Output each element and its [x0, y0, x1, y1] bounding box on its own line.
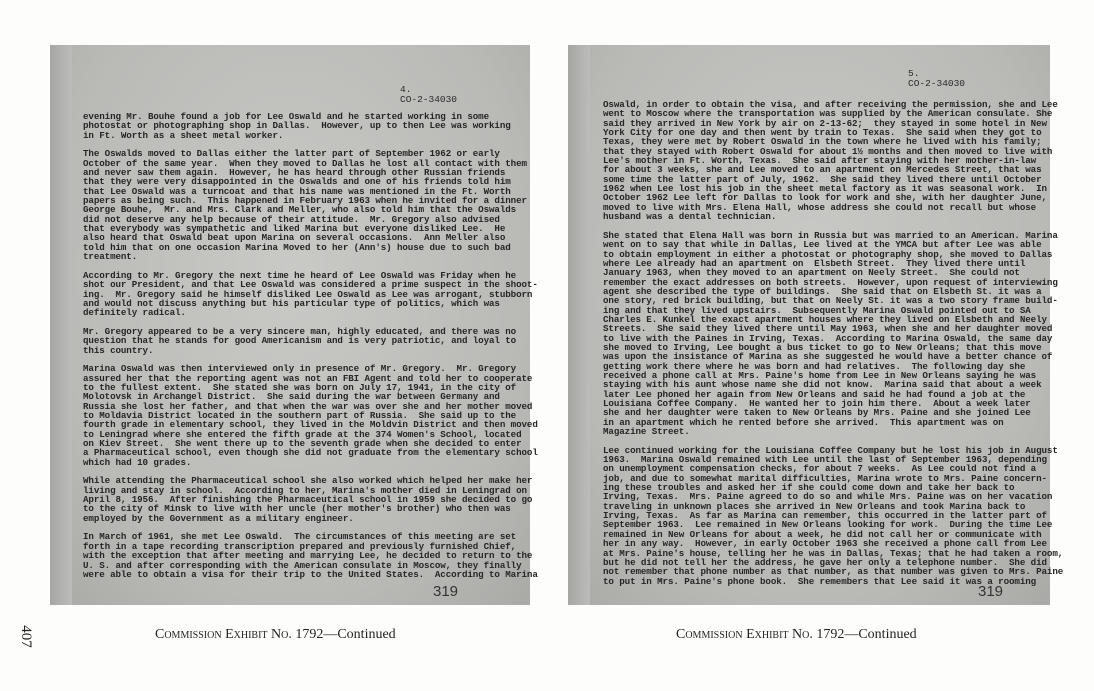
caption-left: [155, 627, 396, 643]
text-line: went on to say that while in Dallas, Lee lived at the YMCA but after Lee was able: [603, 239, 1042, 251]
text-line: January 1963, when they moved to an apartment on Neely Street. She could not: [603, 267, 1020, 279]
page-marker: 5.: [908, 68, 920, 79]
paragraph: [83, 271, 538, 318]
page-body: [603, 100, 1063, 595]
text-line: staying with his aunt whose name she did not know. Marina said that about a week: [603, 379, 1042, 391]
text-line: 1963. Marina Oswald remained with Lee until the last of September 1963, depending: [603, 454, 1047, 466]
text-line: October 1962 Lee left for Dallas to look for work and she, with her daughter June,: [603, 192, 1047, 204]
scan-edge: [50, 45, 72, 605]
text-line: ing and that they lived upstairs. Subsequently Marina Oswald pointed out to SA: [603, 304, 1031, 316]
text-line: and would not discuss anything but his particular type of politics, which was: [83, 297, 500, 309]
paragraph: [83, 112, 538, 140]
text-line: remained in New Orleans for about a week, he did not call her or communicate with: [603, 528, 1042, 540]
text-line: Lee continued working for the Louisiana Coffee Company but he lost his job in August: [603, 444, 1058, 456]
text-line: and never saw them again. However, he has heard through other Russian friends: [83, 167, 506, 179]
text-line: where Lee already had an apartment on Elsbeth Street. They lived there until: [603, 257, 1026, 269]
text-line: that they stayed with Robert Oswald for about 1½ months and then moved to live with: [603, 145, 1053, 157]
text-line: to live with the Paines in Irving, Texas. According to Marina Oswald, the same day: [603, 332, 1053, 344]
text-line: some time the latter part of July, 1962. She said they lived there until October: [603, 173, 1042, 185]
paragraph: [83, 364, 538, 467]
text-line: employed by the Government as a military engineer.: [83, 512, 354, 524]
text-line: The Oswalds moved to Dallas either the latter part of September 1962 or early: [83, 148, 500, 160]
text-line: Texas, they were met by Robert Oswald in the town where he lived with his family;: [603, 136, 1042, 148]
text-line: in an apartment which he rented before she arrived. This apartment was on: [603, 416, 1004, 428]
page-marker: 4.: [400, 84, 412, 95]
text-line: definitely radical.: [83, 307, 186, 319]
text-line: to put in Mrs. Paine's phone book. She remembers that Lee said it was a rooming: [603, 575, 1037, 587]
text-line: September 1963. Lee remained in New Orleans looking for work. During the time Lee: [603, 519, 1053, 531]
text-line: to the city of Minsk to live with her uncle (her mother's brother) who then was: [83, 503, 511, 515]
text-line: Molotovsk in Archangel District. She said during the war between Germany and: [83, 391, 500, 403]
text-line: to Leningrad where she entered the fifth grade at the 374 Women's School, located: [83, 428, 522, 440]
text-line: Charles E. Kunkel the exact apartment houses where they lived on Elsbeth and Neely: [603, 313, 1047, 325]
text-line: which had 10 grades.: [83, 456, 192, 468]
caption-right: [676, 627, 917, 643]
text-line: treatment.: [83, 251, 138, 263]
paragraph: [83, 476, 538, 523]
caption-continued: —Continued: [323, 627, 396, 642]
text-line: went to Moscow where the transportation was supplied by the American consulate. She: [603, 108, 1053, 120]
text-line: George Bouhe, Mr. and Mrs. Clark and Meller, who also told him that the Oswalds: [83, 204, 517, 216]
exhibit-stamp-number: 319: [433, 583, 459, 600]
text-line: ing. Mr. Gregory said he himself disliked Lee Oswald as Lee was arrogant, stubborn: [83, 288, 533, 300]
document-page-left: [50, 45, 538, 605]
text-line: forth in a tape recording transcription prepared and previously furnished Chief,: [83, 540, 517, 552]
text-line: York City for one day and then went by train to Texas. She said when they got to: [603, 127, 1042, 139]
text-line: Mr. Gregory appeared to be a very sincere man, highly educated, and there was no: [83, 325, 517, 337]
text-line: she and her daughter were taken to New Orleans by Mrs. Paine and she joined Lee: [603, 407, 1031, 419]
text-line: papers as being such. This happened in February 1963 when he invited for a dinner: [83, 195, 527, 207]
text-line: later Lee phoned her again from New Orleans and said he had found a job at the: [603, 388, 1026, 400]
text-line: told him that on one occasion Marina Moved to her (Ann's) house due to such bad: [83, 241, 511, 253]
text-line: on Kiev Street. She went there up to the seventh grade when she decided to enter: [83, 438, 522, 450]
text-line: to the fullest extent. She stated she was born on July 17, 1941, in the city of: [83, 381, 517, 393]
text-line: that they were very disappointed in the Oswalds and one of his friends told him: [83, 176, 511, 188]
text-line: shot our President, and that Lee Oswald was considered a prime suspect in the shoot-: [83, 279, 538, 291]
exhibit-stamp-number: 319: [978, 583, 1004, 600]
file-number: CO-2-34030: [400, 94, 458, 105]
text-line: Irving, Texas. Mrs. Paine agreed to do so and while Mrs. Paine was on her vacation: [603, 491, 1053, 503]
text-line: assured her that the reporting agent was not an FBI Agent and told her to cooperate: [83, 372, 533, 384]
file-number: CO-2-34030: [908, 78, 966, 89]
caption-title: Commission Exhibit No. 1792: [676, 627, 845, 642]
text-line: According to Mr. Gregory the next time he heard of Lee Oswald was Friday when he: [83, 269, 517, 281]
text-line: photostat or photographing shop in Dallas. However, up to then Lee was working: [83, 120, 511, 132]
text-line: job, and due to somewhat marital difficulties, Marina wrote to Mrs. Paine concern-: [603, 472, 1047, 484]
text-line: at Mrs. Paine's house, telling her he was in Dallas, Texas; that he had taken a room,: [603, 547, 1064, 559]
text-line: to obtain employment in either a photostat or photography shop, she moved to Dallas: [603, 248, 1053, 260]
text-line: U. S. and after corresponding with the American consulate in Moscow, they finally: [83, 559, 522, 571]
text-line: not remember that phone number as that number, as that number was given to Mrs. Paine: [603, 566, 1064, 578]
paragraph: [83, 532, 538, 579]
text-line: with the exception that after meeting and marrying Lee, he decided to return to the: [83, 550, 533, 562]
text-line: October of the same year. When they moved to Dallas he lost all contact with them: [83, 157, 527, 169]
text-line: for about 3 weeks, she and Lee moved to an apartment on Mercedes Street, that was: [603, 164, 1042, 176]
text-line: was upon the insistance of Marina as she suggested he would have a better chance of: [603, 351, 1053, 363]
text-line: her in any way. However, in early October 1963 she received a phone call from Lee: [603, 538, 1047, 550]
text-line: Louisiana Coffee Company. He wanted her to join him there. About a week later: [603, 398, 1031, 409]
text-line: Irving, Texas. As far as Marina can remember, this occurred in the latter part of: [603, 510, 1047, 522]
paragraph: [603, 100, 1063, 221]
caption-title: Commission Exhibit No. 1792: [155, 627, 324, 642]
text-line: She stated that Elena Hall was born in Russia but was married to an American. Marina: [603, 229, 1058, 241]
text-line: one story, red brick building, but that on Neely St. it was a two story frame build-: [603, 295, 1058, 307]
caption-continued: —Continued: [844, 627, 917, 642]
text-line: on unemployment compensation checks, for about 7 weeks. As Lee could not find a: [603, 463, 1037, 475]
paragraph: [603, 231, 1063, 437]
text-line: remember the exact addresses on both streets. However, upon request of interviewing: [603, 276, 1058, 288]
side-page-number: 407: [17, 625, 34, 648]
text-line: agent she described the type of buildings. She said that on Elsbeth St. it was a: [603, 285, 1042, 297]
text-line: that everybody was sympathetic and liked Marina but everyone disliked Lee. He: [83, 223, 506, 235]
text-line: received a phone call at Mrs. Paine's home from Lee in New Orleans saying he was: [603, 369, 1037, 381]
text-line: question that he stands for good Americanism and is very patriotic, and loyal to: [83, 335, 517, 347]
paragraph: [83, 149, 538, 261]
text-line: moved to live with Mrs. Elena Hall, whose address she could not recall but whose: [603, 201, 1037, 213]
text-line: a Pharmaceutical school, even though she did not graduate from the elementary school: [83, 447, 538, 459]
text-line: Russia she lost her father, and that when the war was over she and her mother moved: [83, 400, 533, 412]
text-line: were able to obtain a visa for their trip to the United States. According to Marina: [83, 568, 538, 580]
text-line: getting work there where he was born and had relatives. The following day she: [603, 360, 1026, 372]
text-line: Marina Oswald was then interviewed only in presence of Mr. Gregory. Mr. Gregory: [83, 363, 517, 375]
text-line: this country.: [83, 344, 154, 356]
text-line: but he did not tell her the address, he gave her only a telephone number. She did: [603, 556, 1047, 568]
text-line: to Moldavia District located in the southern part of Russia. She said up to the: [83, 410, 517, 421]
text-line: Streets. She said they lived there until May 1963, when she and her daughter moved: [603, 323, 1053, 335]
text-line: fourth grade in elementary school, they lived in the Moldvin District and then moved: [83, 419, 538, 431]
text-line: While attending the Pharmaceutical school she also worked which helped her make her: [83, 475, 533, 487]
text-line: traveling in unknown places she arrived in New Orleans and took Marina back to: [603, 500, 1026, 512]
text-line: in Ft. Worth as a sheet metal worker.: [83, 129, 284, 141]
text-line: evening Mr. Bouhe found a job for Lee Oswald and he started working in some: [83, 111, 490, 122]
text-line: Lee's mother in Ft. Worth, Texas. She said after staying with her mother-in-law: [603, 155, 1037, 167]
text-line: she moved to Irving, Lee bought a bus ticket to go to New Orleans; that this move: [603, 341, 1042, 353]
text-line: 1962 when Lee lost his job in the sheet metal factory as it was seasonal work. In: [603, 183, 1047, 195]
text-line: April 8, 1956. After finishing the Pharmaceutical school in 1959 she decided to go: [83, 494, 533, 506]
text-line: In March of 1961, she met Lee Oswald. The circumstances of this meeting are set: [83, 531, 517, 543]
paragraph: [83, 327, 538, 355]
text-line: husband was a dental technician.: [603, 211, 777, 223]
text-line: did not deserve any help because of their attitude. Mr. Gregory also advised: [83, 213, 500, 225]
scan-edge: [568, 45, 590, 605]
text-line: ing these troubles and asked her if she could come down and take her back to: [603, 482, 1015, 494]
text-line: said they arrived in New York by air on 2-13-62; they stayed in some hotel in New: [603, 117, 1047, 129]
text-line: that Lee Oswald was a turncoat and that his name was mentioned in the Ft. Worth: [83, 185, 511, 197]
paragraph: [603, 446, 1063, 586]
text-line: living and stay in school. According to her, Marina's mother died in Leningrad on: [83, 484, 527, 496]
text-line: also heard that Oswald beat upon Marina on several occasions. Ann Meller also: [83, 232, 506, 244]
document-page-right: [568, 45, 1064, 605]
text-line: Magazine Street.: [603, 426, 690, 438]
text-line: Oswald, in order to obtain the visa, and after receiving the permission, she and Lee: [603, 99, 1058, 110]
page-body: [83, 112, 538, 589]
